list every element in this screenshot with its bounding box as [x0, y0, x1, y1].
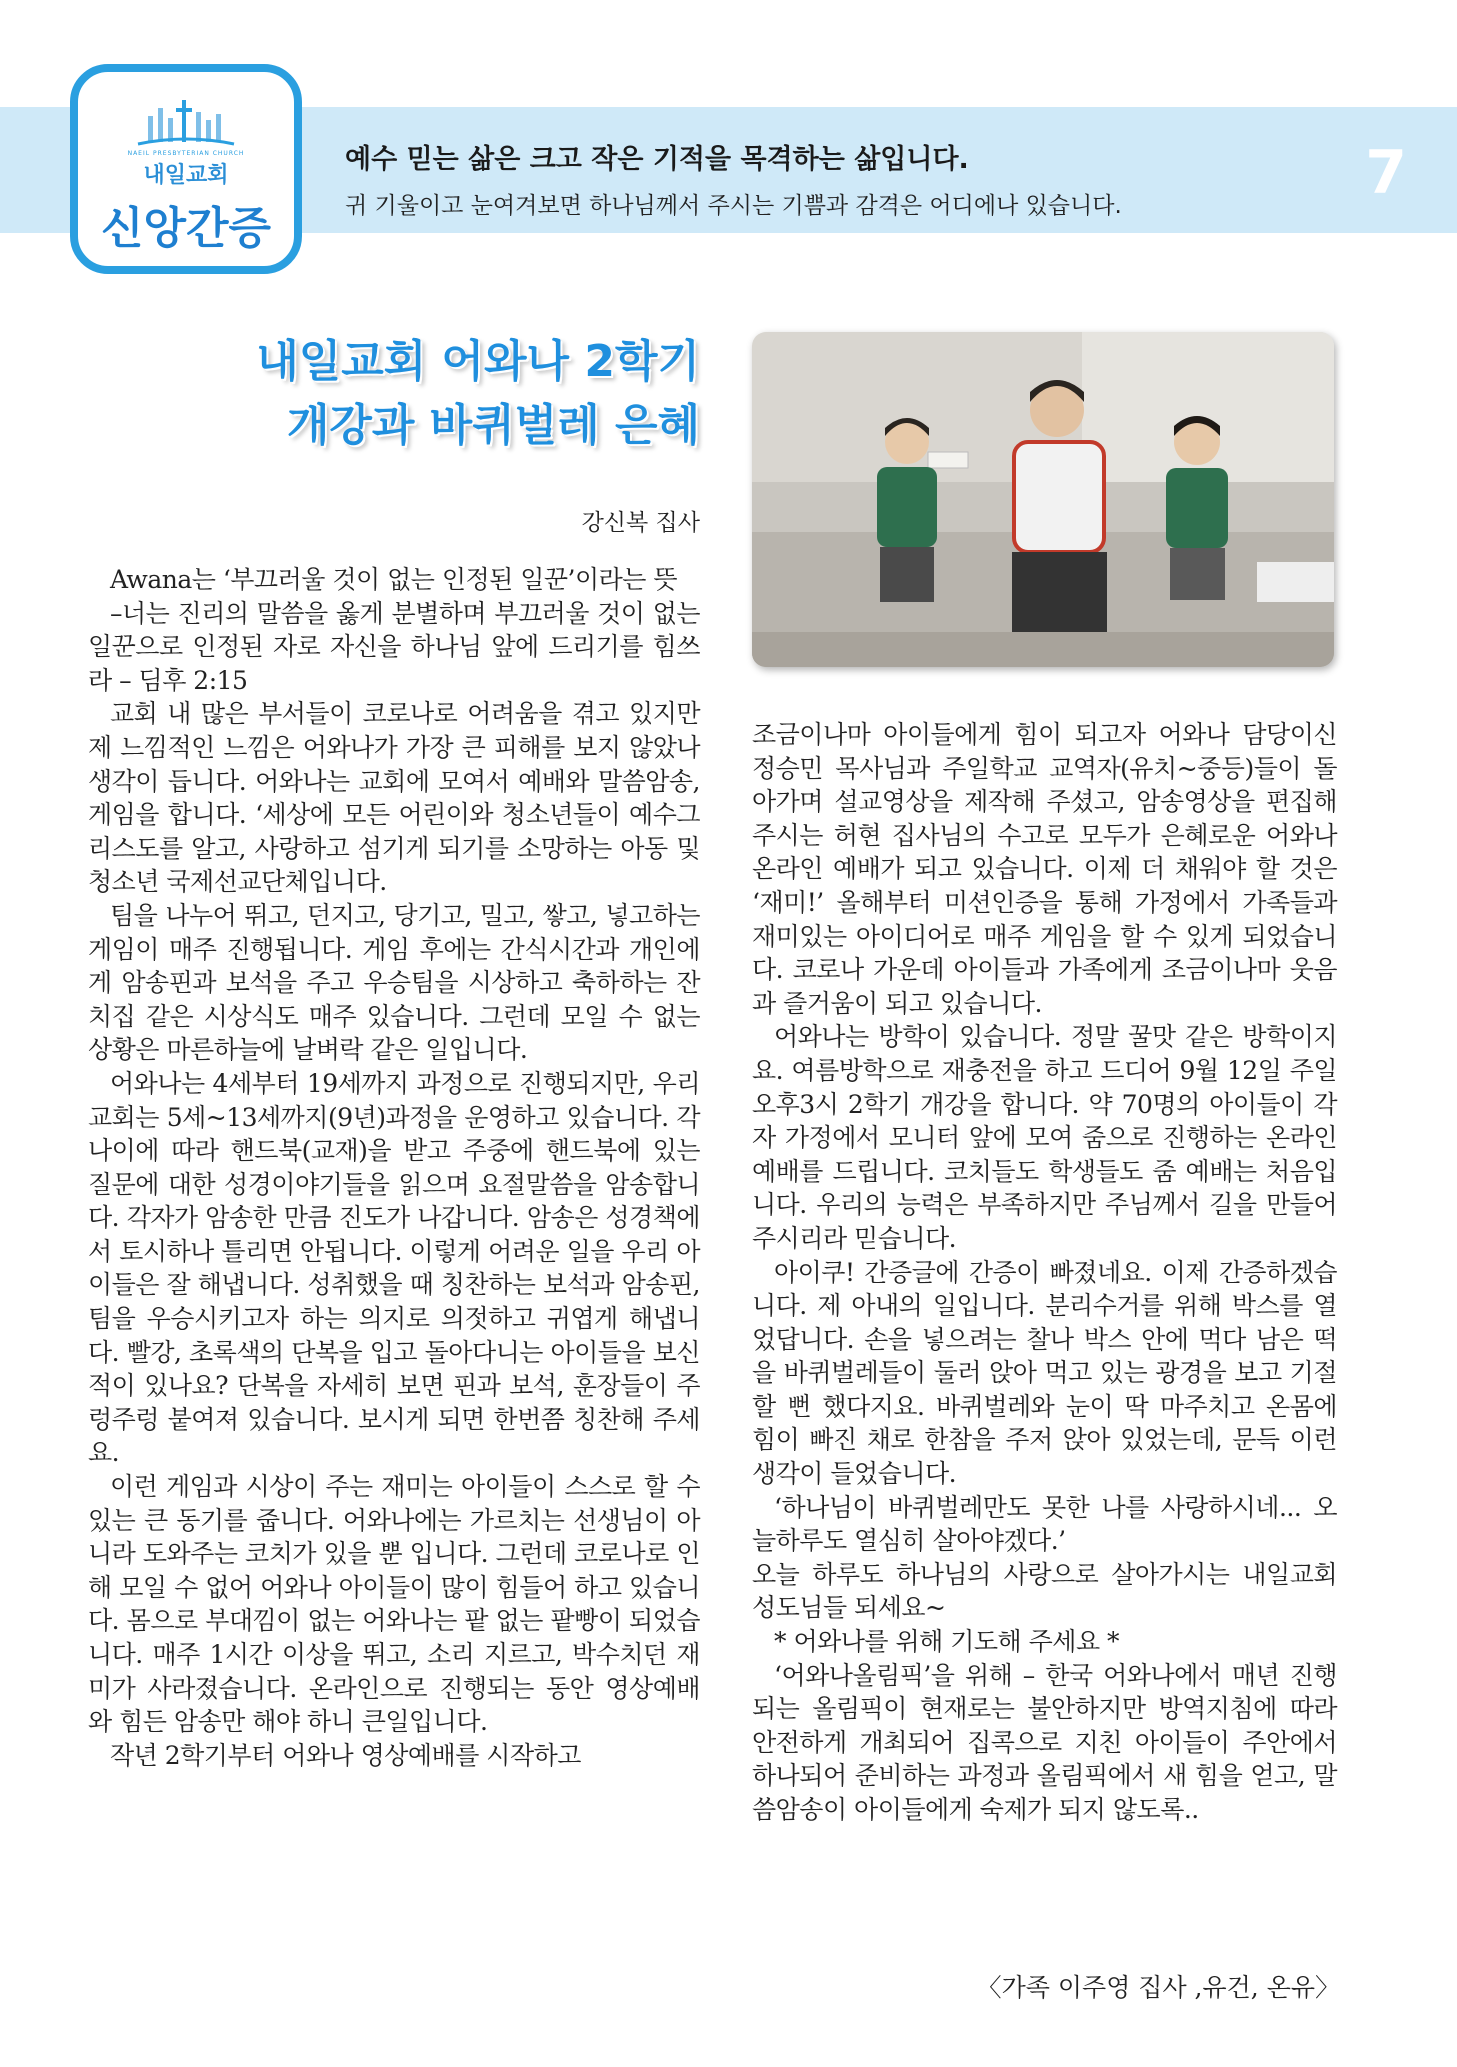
article-paragraph: 어와나는 방학이 있습니다. 정말 꿀맛 같은 방학이지요. 여름방학으로 재충전을 하고 드디어 9월 12일 주일 오후3시 2학기 개강을 합니다. 약 70명의 아이들이 각자 가정에서 모니터 앞에 모여 줌으로 진행하는 온라인예배를 드립니다. 코치들도 학생들도 줌 예배는 처음입니다. 우리의 능력은 부족하지만 주님께서 길을 만들어 주시리라 믿습니다.	[752, 1022, 1337, 1253]
article-paragraph: 오늘 하루도 하나님의 사랑으로 살아가시는 내일교회 성도님들 되세요~	[752, 1559, 1337, 1623]
article-paragraph: 아이쿠! 간증글에 간증이 빠졌네요. 이제 간증하겠습니다. 제 아내의 일입니다. 분리수거를 위해 박스를 열었답니다. 손을 넣으려는 찰나 박스 안에 먹다 남은 떡을 바퀴벌레들이 둘러 앉아 먹고 있는 광경을 보고 기절할 뻔 했다지요. 바퀴벌레와 눈이 딱 마주치고 온몸에 힘이 빠진 채로 한참을 주저 앉아 있었는데, 문득 이런 생각이 들었습니다.	[752, 1257, 1337, 1489]
article-author: 강신복 집사	[581, 510, 700, 536]
article-title-line-1: 내일교회 어와나 2학기	[256, 336, 700, 387]
article-paragraph: 조금이나마 아이들에게 힘이 되고자 어와나 담당이신 정승민 목사님과 주일학교 교역자(유치~중등)들이 돌아가며 설교영상을 제작해 주셨고, 암송영상을 편집해 주시는 허현 집사님의 수고로 모두가 은혜로운 어와나 온라인 예배가 되고 있습니다. 이제 더 채워야 할 것은 ‘재미!’ 올해부터 미션인증을 통해 가정에서 가족들과 재미있는 아이디어로 매주 게임을 할 수 있게 되었습니다. 코로나 가운데 아이들과 가족에게 조금이나마 웃음과 즐거움이 되고 있습니다.	[752, 720, 1337, 1018]
article-paragraph: ‘어와나올림픽’을 위해 – 한국 어와나에서 매년 진행되는 올림픽이 현재로는 불안하지만 방역지침에 따라 안전하게 개최되어 집콕으로 지친 아이들이 주안에서 하나되어 준비하는 과정과 올림픽에서 새 힘을 얻고, 말씀암송이 아이들에게 숙제가 되지 않도록..	[752, 1660, 1337, 1824]
article-paragraph: 어와나는 4세부터 19세까지 과정으로 진행되지만, 우리교회는 5세~13세까지(9년)과정을 운영하고 있습니다. 각 나이에 따라 핸드북(교재)을 받고 주중에 핸드북에 있는 질문에 대한 성경이야기들을 읽으며 요절말씀을 암송합니다. 각자가 암송한 만큼 진도가 나갑니다. 암송은 성경책에서 토시하나 틀리면 안됩니다. 이렇게 어려운 일을 우리 아이들은 잘 해냅니다. 성취했을 때 칭찬하는 보석과 암송핀, 팀을 우승시키고자 하는 의지로 의젓하고 귀엽게 해냅니다. 빨강, 초록색의 단복을 입고 돌아다니는 아이들을 보신 적이 있나요? 단복을 자세히 보면 핀과 보석, 훈장들이 주렁주렁 붙여져 있습니다. 보시게 되면 한번쯤 칭찬해 주세요.	[88, 1068, 700, 1468]
article-paragraph: 팀을 나누어 뛰고, 던지고, 당기고, 밀고, 쌓고, 넣고하는 게임이 매주 진행됩니다. 게임 후에는 간식시간과 개인에게 암송핀과 보석을 주고 우승팀을 시상하고 축하하는 잔치집 같은 시상식도 매주 있습니다. 그런데 모일 수 없는 상황은 마른하늘에 날벼락 같은 일입니다.	[88, 900, 700, 1065]
article-paragraph: 교회 내 많은 부서들이 코로나로 어려움을 겪고 있지만 제 느낌적인 느낌은 어와나가 가장 큰 피해를 보지 않았나 생각이 듭니다. 어와나는 교회에 모여서 예배와 말씀암송, 게임을 합니다. ‘세상에 모든 어린이와 청소년들이 예수그리스도를 알고, 사랑하고 섬기게 되기를 소망하는 아동 및 청소년 국제선교단체입니다.	[88, 699, 700, 897]
header-subline: 귀 기울이고 눈여겨보면 하나님께서 주시는 기쁨과 감격은 어디에나 있습니다.	[345, 193, 1122, 219]
article-title	[256, 330, 700, 458]
family-photo-illustration	[752, 332, 1334, 667]
article-paragraph: 이런 게임과 시상이 주는 재미는 아이들이 스스로 할 수 있는 큰 동기를 줍니다. 어와나에는 가르치는 선생님이 아니라 도와주는 코치가 있을 뿐 입니다. 그런데 코로나로 인해 모일 수 없어 어와나 아이들이 많이 힘들어 하고 있습니다. 몸으로 부대낌이 없는 어와나는 팥 없는 팥빵이 되었습니다. 매주 1시간 이상을 뛰고, 소리 지르고, 박수치던 재미가 사라졌습니다. 온라인으로 진행되는 동안 영상예배와 힘든 암송만 해야 하니 큰일입니다.	[88, 1472, 700, 1737]
page-number: 7	[1365, 138, 1407, 208]
church-logo-icon	[136, 96, 236, 150]
section-badge	[70, 64, 302, 274]
badge-logo-text: 내일교회	[143, 163, 229, 188]
badge-small-text: NAEIL PRESBYTERIAN CHURCH	[127, 150, 245, 157]
article-column-left	[88, 563, 700, 1772]
article-signature: 〈가족 이주영 집사 ,유건, 온유〉	[976, 1973, 1340, 2002]
article-paragraph: 작년 2학기부터 어와나 영상예배를 시작하고	[110, 1740, 581, 1770]
article-title-line-2: 개강과 바퀴벌레 은혜	[286, 400, 700, 451]
prayer-request-heading: * 어와나를 위해 기도해 주세요 *	[774, 1627, 1120, 1657]
article-paragraph: Awana는 ‘부끄러울 것이 없는 인정된 일꾼’이라는 뜻	[110, 565, 678, 594]
family-photo	[752, 332, 1334, 667]
section-label: 신앙간증	[100, 203, 271, 254]
article-column-right	[752, 718, 1337, 1827]
article-paragraph: –너는 진리의 말씀을 옳게 분별하며 부끄러울 것이 없는 일꾼으로 인정된 자로 자신을 하나님 앞에 드리기를 힘쓰라 – 딤후 2:15	[88, 598, 700, 695]
header-headline: 예수 믿는 삶은 크고 작은 기적을 목격하는 삶입니다.	[345, 144, 969, 175]
article-paragraph: ‘하나님이 바퀴벌레만도 못한 나를 사랑하시네... 오늘하루도 열심히 살아야겠다.’	[752, 1492, 1337, 1556]
